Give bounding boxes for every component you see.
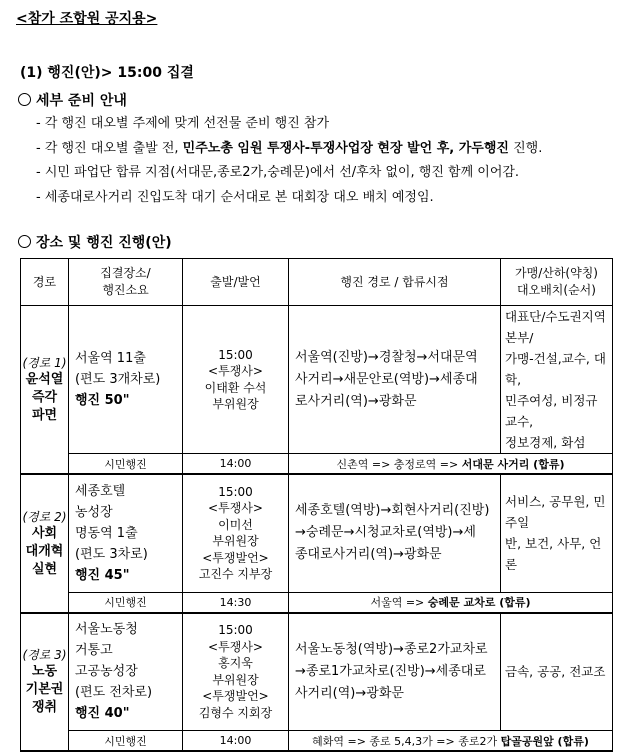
route-1-orgs: 대표단/수도권지역본부/ 가맹-건설,교수, 대학, 민주여성, 비정규교수, 정보경제, 화섬 <box>501 306 613 454</box>
route-3-place: 서울노동청 거통고 고공농성장 (편도 전차로) 행진 40" <box>69 613 183 731</box>
route-2-orgs: 서비스, 공무원, 민주일 반, 보건, 사무, 언론 <box>501 474 613 592</box>
route-2-citizen-label: 시민행진 <box>69 592 183 613</box>
route-3-path: 서울노동청(역방)→종로2가교차로 →종로1가교차로(진방)→세종대로 사거리(역)→광화문 <box>289 613 501 731</box>
prep-item: - 각 행진 대오별 출발 전, 민주노총 임원 투쟁사-투쟁사업장 현장 발언 후, 가두행진 진행. <box>36 140 543 156</box>
route-1-place: 서울역 11출 (편도 3개차로) 행진 50" <box>69 306 183 454</box>
circle-bullet-icon <box>18 93 31 106</box>
route-1-path: 서울역(진방)→경찰청→서대문역 사거리→새문안로(역방)→세종대 로사거리(역)→광화문 <box>289 306 501 454</box>
table-row-citizen <box>21 454 613 475</box>
prep-heading-text: 세부 준비 안내 <box>36 93 127 109</box>
route-1-citizen-time: 14:00 <box>183 454 289 475</box>
route-2-departure: 15:00 <투쟁사> 이미선 부위원장 <투쟁발언> 고진수 지부장 <box>183 474 289 592</box>
prep-heading <box>18 90 127 110</box>
table-row <box>21 613 613 731</box>
header-orgs: 가맹/산하(약칭) 대오배치(순서) <box>501 259 613 306</box>
route-2-citizen-path: 서울역 => 숭례문 교차로 (합류) <box>289 592 613 613</box>
route-2-citizen-time: 14:30 <box>183 592 289 613</box>
circle-bullet-icon <box>18 235 31 248</box>
route-3-citizen-label: 시민행진 <box>69 731 183 752</box>
header-route: 경로 <box>21 259 69 306</box>
table-row <box>21 474 613 592</box>
route-1-citizen-path: 신촌역 => 충정로역 => 서대문 사거리 (합류) <box>289 454 613 475</box>
march-table <box>20 258 613 752</box>
route-3-departure: 15:00 <투쟁사> 홍지욱 부위원장 <투쟁발언> 김형수 지회장 <box>183 613 289 731</box>
table-header-row <box>21 259 613 306</box>
route-1-label: (경로 1) 윤석열 즉각 파면 <box>21 306 69 475</box>
prep-item: - 각 행진 대오별 주제에 맞게 선전물 준비 행진 참가 <box>36 116 330 131</box>
table-row-citizen <box>21 592 613 613</box>
route-1-citizen-label: 시민행진 <box>69 454 183 475</box>
route-3-citizen-time: 14:00 <box>183 731 289 752</box>
route-3-label: (경로 3) 노동 기본권 쟁취 <box>21 613 69 752</box>
section-heading-march: (1) 행진(안)> 15:00 집결 <box>20 65 194 81</box>
route-2-place: 세종호텔 농성장 명동역 1출 (편도 3차로) 행진 45" <box>69 474 183 592</box>
table-row-citizen <box>21 731 613 752</box>
route-1-departure: 15:00 <투쟁사> 이태환 수석 부위원장 <box>183 306 289 454</box>
places-heading <box>18 232 172 252</box>
header-assembly: 집결장소/ 행진소요 <box>69 259 183 306</box>
route-3-citizen-path: 혜화역 => 종로 5,4,3가 => 종로2가 탑골공원앞 (합류) <box>289 731 613 752</box>
prep-item: - 시민 파업단 합류 지점(서대문,종로2가,숭례문)에서 선/후차 없이, 행진 함께 이어감. <box>36 165 520 180</box>
route-2-path: 세종호텔(역방)→회현사거리(진방) →숭례문→시청교차로(역방)→세 종대로사거리(역)→광화문 <box>289 474 501 592</box>
route-3-orgs: 금속, 공공, 전교조 <box>501 613 613 731</box>
route-2-label: (경로 2) 사회 대개혁 실현 <box>21 474 69 613</box>
prep-list <box>36 112 542 210</box>
header-path: 행진 경로 / 합류시점 <box>289 259 501 306</box>
header-departure: 출발/발언 <box>183 259 289 306</box>
table-row <box>21 306 613 454</box>
document-title: <참가 조합원 공지용> <box>16 11 158 27</box>
places-heading-text: 장소 및 행진 진행(안) <box>36 235 172 251</box>
prep-item: - 세종대로사거리 진입도착 대기 순서대로 본 대회장 대오 배치 예정임. <box>36 189 434 205</box>
